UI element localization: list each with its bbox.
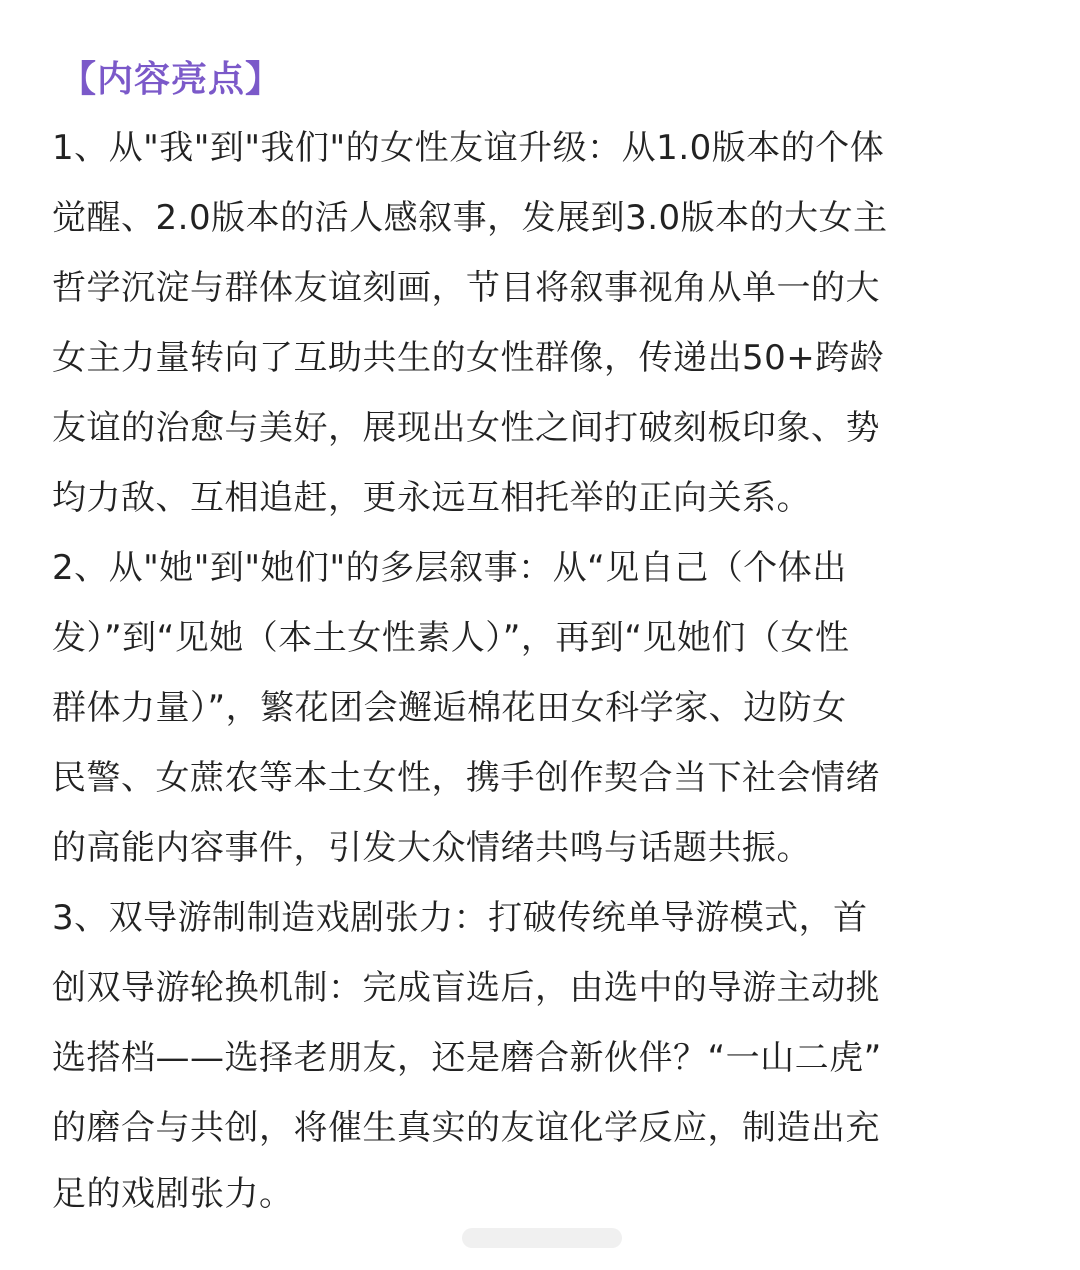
- text-line: 均力敌、互相追赶，更永远互相托举的正向关系。: [52, 478, 811, 518]
- text-line: 的磨合与共创，将催生真实的友谊化学反应，制造出充: [52, 1108, 880, 1148]
- text-line: 哲学沉淀与群体友谊刻画，节目将叙事视角从单一的大: [52, 268, 880, 308]
- text-line: 觉醒、2.0版本的活人感叙事，发展到3.0版本的大女主: [52, 198, 888, 238]
- text-line: 民警、女蔗农等本土女性，携手创作契合当下社会情绪: [52, 758, 880, 798]
- text-line: 2、从"她"到"她们"的多层叙事：从“见自己（个体出: [52, 548, 847, 588]
- text-line: 女主力量转向了互助共生的女性群像，传递出50+跨龄: [52, 338, 885, 378]
- text-line: 发）”到“见她（本土女性素人）”，再到“见她们（女性: [52, 618, 850, 658]
- text-line: 的高能内容事件，引发大众情绪共鸣与话题共振。: [52, 828, 811, 868]
- section-heading: 【内容亮点】: [60, 59, 283, 100]
- text-line: 1、从"我"到"我们"的女性友谊升级：从1.0版本的个体: [52, 128, 885, 168]
- text-line: 足的戏剧张力。: [52, 1174, 294, 1214]
- text-line: 友谊的治愈与美好，展现出女性之间打破刻板印象、势: [52, 408, 880, 448]
- text-line: 创双导游轮换机制：完成盲选后，由选中的导游主动挑: [52, 968, 880, 1008]
- blurred-watermark: [462, 1228, 622, 1248]
- text-line: 选搭档——选择老朋友，还是磨合新伙伴？“一山二虎”: [52, 1038, 882, 1078]
- text-line: 群体力量）”，繁花团会邂逅棉花田女科学家、边防女: [52, 688, 847, 728]
- text-line: 3、双导游制制造戏剧张力：打破传统单导游模式，首: [52, 898, 868, 938]
